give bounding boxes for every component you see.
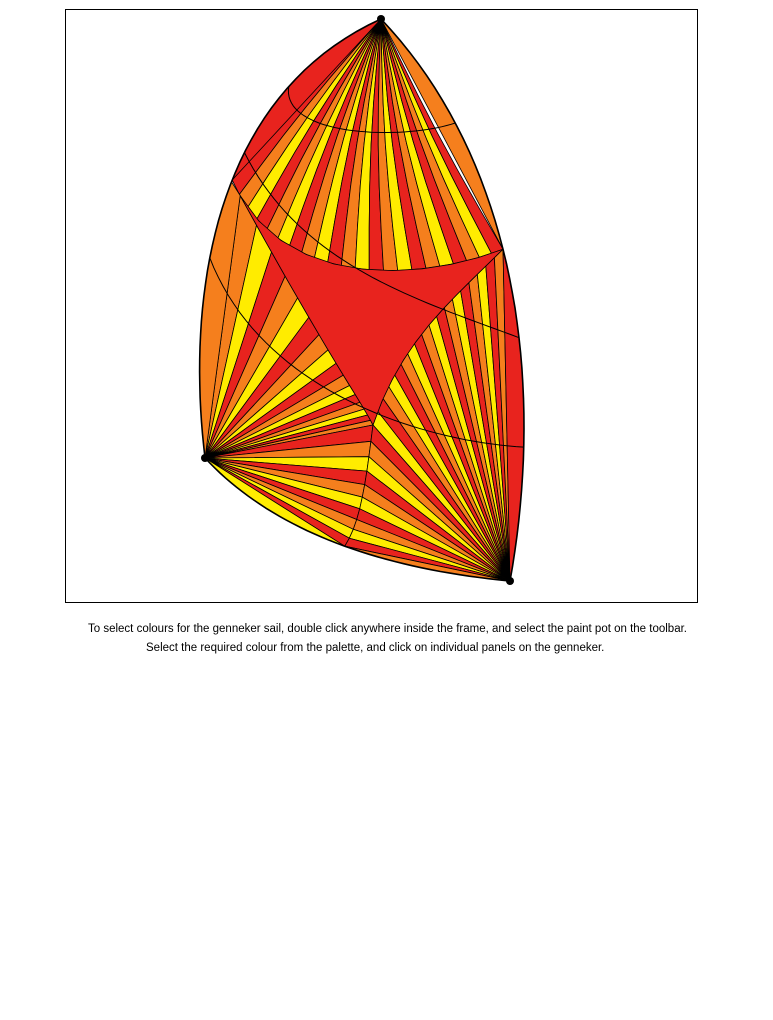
sail-frame[interactable] [65, 9, 698, 603]
instruction-line-1: To select colours for the genneker sail, double click anywhere inside the frame, and select the paint pot on the toolbar. [88, 623, 687, 635]
instruction-line-2: Select the required colour from the palette, and click on individual panels on the genneker. [146, 642, 605, 654]
tack-corner [201, 454, 209, 462]
head-corner [377, 15, 385, 23]
genneker-sail[interactable] [66, 10, 699, 604]
clew-corner [506, 577, 514, 585]
